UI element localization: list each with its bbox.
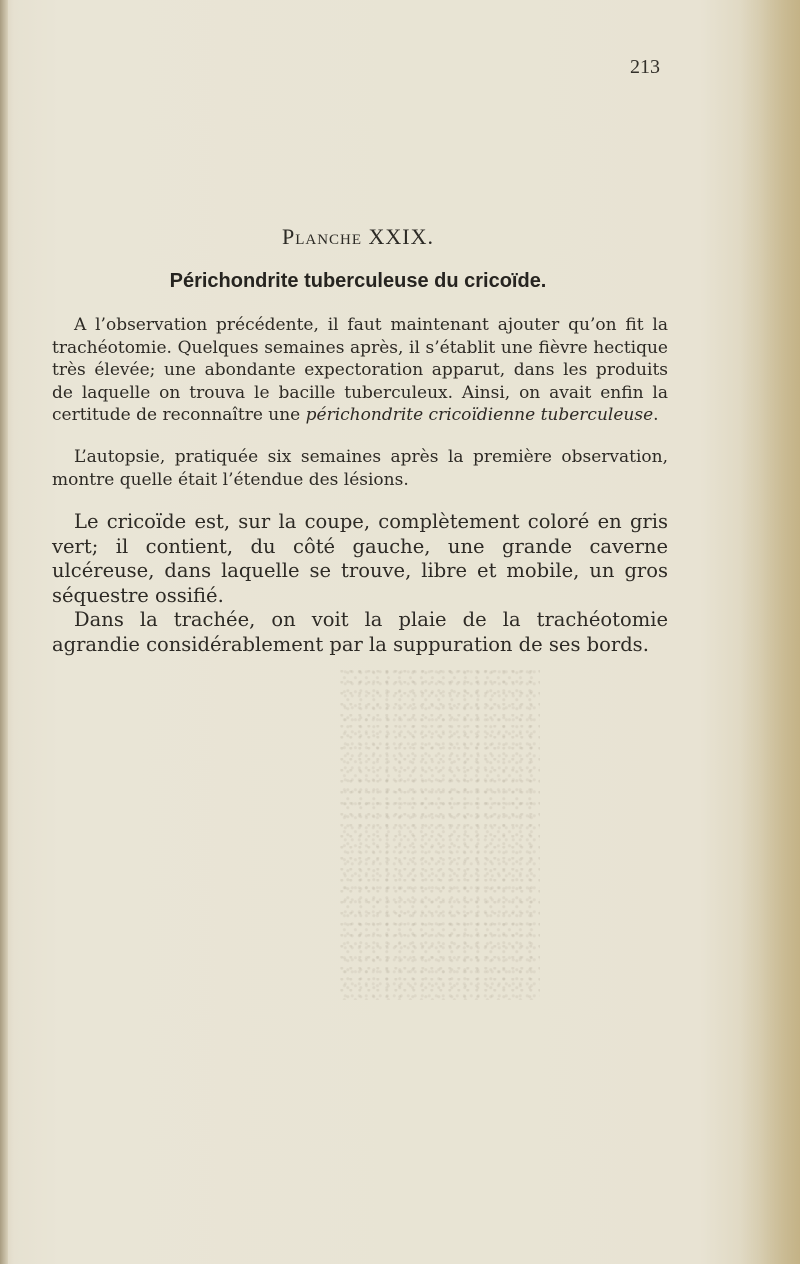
- page-left-edge: [0, 0, 8, 1264]
- page-right-edge-stain: [740, 0, 800, 1264]
- paragraph-observation-text: A l’observation précédente, il faut maintenant ajouter qu’on fit la trachéotomie. Quelques semaines après, il s’établit une fièvre hectique très élevée; une abondante expectoration apparut, dans les produits de laquelle on trouva le bacille tuberculeux. Ainsi, on avait enfin la certitude de reconnaître une: [52, 315, 668, 425]
- bleed-through-speckle: [340, 670, 540, 1000]
- page-number: 213: [630, 56, 660, 78]
- paragraph-autopsy-text: L’autopsie, pratiquée six semaines après la première observation, montre quelle était l’étendue des lésions.: [52, 447, 668, 490]
- paragraph-trachea-text: Dans la trachée, on voit la plaie de la trachéotomie agrandie considérablement par la suppuration de ses bords.: [52, 608, 668, 656]
- paragraph-autopsy: [52, 446, 668, 491]
- paragraph-observation: [52, 314, 668, 427]
- paragraph-cricoid-text: Le cricoïde est, sur la coupe, complètement coloré en gris vert; il contient, du côté gauche, une grande caverne ulcéreuse, dans laquelle se trouve, libre et mobile, un gros séquestre ossifié.: [52, 510, 668, 607]
- paragraph-observation-end: .: [653, 405, 659, 425]
- paragraph-observation-italic: périchondrite cricoïdienne tuberculeuse: [305, 405, 654, 425]
- section-title: Périchondrite tuberculeuse du cricoïde.: [169, 270, 547, 292]
- paragraph-cricoid: [52, 510, 668, 608]
- paragraph-trachea: [52, 608, 668, 657]
- plate-title: Planche XXIX.: [281, 224, 435, 249]
